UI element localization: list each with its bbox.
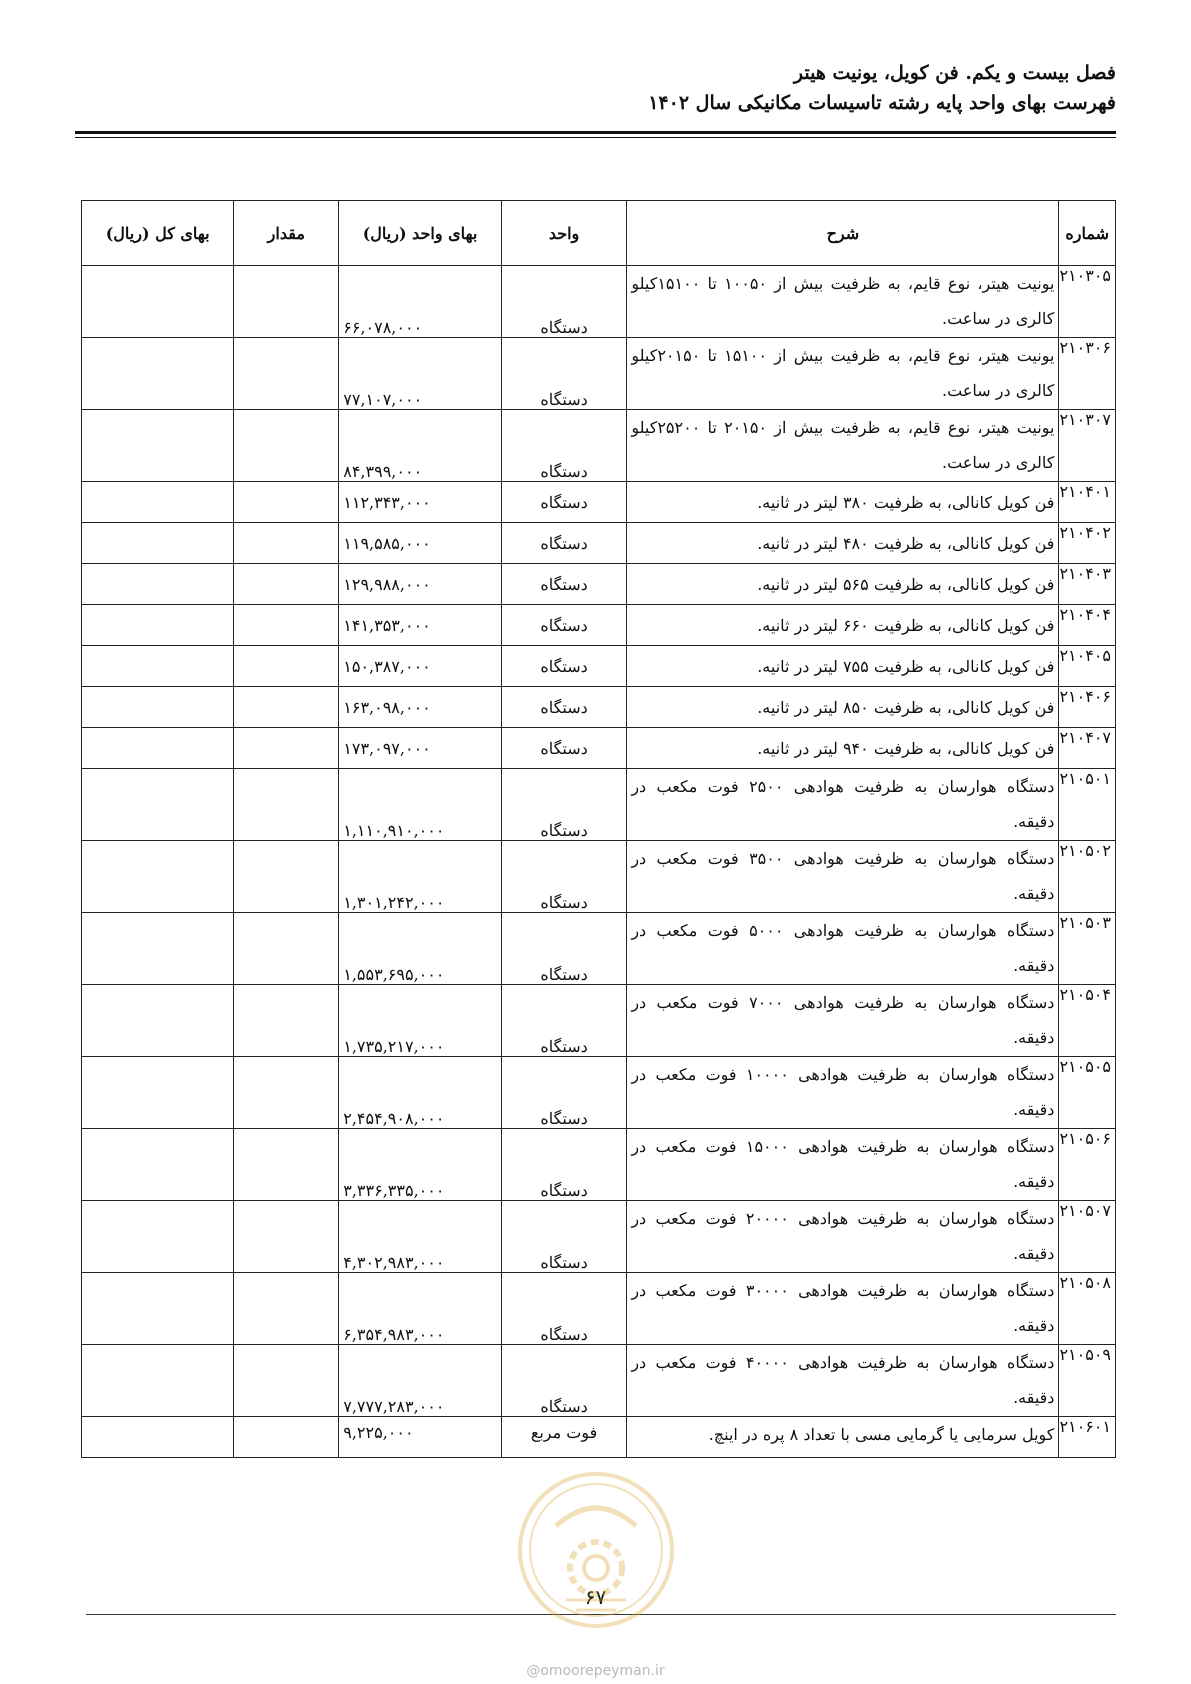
header-rule-thin bbox=[75, 137, 1116, 138]
row-unit: دستگاه bbox=[501, 1057, 627, 1129]
row-unit: دستگاه bbox=[501, 1345, 627, 1417]
row-unit-price: ۴,۳۰۲,۹۸۳,۰۰۰ bbox=[339, 1201, 502, 1273]
row-number: ۲۱۰۴۰۷ bbox=[1059, 728, 1116, 769]
table-row bbox=[82, 605, 1116, 646]
header-quantity: مقدار bbox=[234, 201, 339, 266]
row-unit-price: ۱۵۰,۳۸۷,۰۰۰ bbox=[339, 646, 502, 687]
header-number: شماره bbox=[1059, 201, 1116, 266]
row-unit: دستگاه bbox=[501, 1201, 627, 1273]
row-unit: دستگاه bbox=[501, 410, 627, 482]
header-unit-price: بهای واحد (ریال) bbox=[339, 201, 502, 266]
row-description: یونیت هیتر، نوع قایم، به ظرفیت بیش از ۱۵۱۰۰ تا ۲۰۱۵۰کیلو کالری در ساعت. bbox=[627, 338, 1059, 410]
row-number: ۲۱۰۴۰۵ bbox=[1059, 646, 1116, 687]
row-total-price bbox=[82, 841, 234, 913]
header-rule-thick bbox=[75, 131, 1116, 134]
row-description: دستگاه هوارسان به ظرفیت هوادهی ۲۰۰۰۰ فوت مکعب در دقیقه. bbox=[627, 1201, 1059, 1273]
row-number: ۲۱۰۵۰۹ bbox=[1059, 1345, 1116, 1417]
row-number: ۲۱۰۵۰۱ bbox=[1059, 769, 1116, 841]
row-total-price bbox=[82, 482, 234, 523]
table-row bbox=[82, 841, 1116, 913]
row-unit: دستگاه bbox=[501, 769, 627, 841]
row-quantity bbox=[234, 913, 339, 985]
row-unit: دستگاه bbox=[501, 913, 627, 985]
row-number: ۲۱۰۴۰۳ bbox=[1059, 564, 1116, 605]
table-row bbox=[82, 1201, 1116, 1273]
table-row bbox=[82, 728, 1116, 769]
row-number: ۲۱۰۵۰۴ bbox=[1059, 985, 1116, 1057]
row-unit-price: ۱,۷۳۵,۲۱۷,۰۰۰ bbox=[339, 985, 502, 1057]
row-number: ۲۱۰۴۰۶ bbox=[1059, 687, 1116, 728]
table-row bbox=[82, 913, 1116, 985]
row-quantity bbox=[234, 523, 339, 564]
row-quantity bbox=[234, 605, 339, 646]
row-unit: دستگاه bbox=[501, 523, 627, 564]
row-unit-price: ۱,۳۰۱,۲۴۲,۰۰۰ bbox=[339, 841, 502, 913]
row-quantity bbox=[234, 266, 339, 338]
row-unit: دستگاه bbox=[501, 728, 627, 769]
table-row bbox=[82, 1273, 1116, 1345]
row-total-price bbox=[82, 1345, 234, 1417]
table-row bbox=[82, 985, 1116, 1057]
website-watermark: @omoorepeyman.ir bbox=[526, 1663, 665, 1679]
row-total-price bbox=[82, 1129, 234, 1201]
row-number: ۲۱۰۳۰۵ bbox=[1059, 266, 1116, 338]
row-total-price bbox=[82, 410, 234, 482]
row-quantity bbox=[234, 1129, 339, 1201]
row-unit: دستگاه bbox=[501, 646, 627, 687]
row-quantity bbox=[234, 1273, 339, 1345]
header-unit: واحد bbox=[501, 201, 627, 266]
table-row bbox=[82, 266, 1116, 338]
table-row bbox=[82, 646, 1116, 687]
row-description: فن کویل کانالی، به ظرفیت ۸۵۰ لیتر در ثانیه. bbox=[627, 687, 1059, 728]
row-quantity bbox=[234, 1417, 339, 1458]
row-quantity bbox=[234, 564, 339, 605]
row-total-price bbox=[82, 564, 234, 605]
row-unit-price: ۷,۷۷۷,۲۸۳,۰۰۰ bbox=[339, 1345, 502, 1417]
header-description: شرح bbox=[627, 201, 1059, 266]
row-number: ۲۱۰۵۰۲ bbox=[1059, 841, 1116, 913]
table-row bbox=[82, 523, 1116, 564]
row-number: ۲۱۰۴۰۱ bbox=[1059, 482, 1116, 523]
row-description: دستگاه هوارسان به ظرفیت هوادهی ۳۰۰۰۰ فوت مکعب در دقیقه. bbox=[627, 1273, 1059, 1345]
row-unit: دستگاه bbox=[501, 985, 627, 1057]
row-quantity bbox=[234, 1345, 339, 1417]
table-row bbox=[82, 1129, 1116, 1201]
row-unit-price: ۱۱۹,۵۸۵,۰۰۰ bbox=[339, 523, 502, 564]
page-number: ۶۷ bbox=[584, 1585, 607, 1609]
row-quantity bbox=[234, 338, 339, 410]
row-number: ۲۱۰۵۰۷ bbox=[1059, 1201, 1116, 1273]
row-description: یونیت هیتر، نوع قایم، به ظرفیت بیش از ۱۰۰۵۰ تا ۱۵۱۰۰کیلو کالری در ساعت. bbox=[627, 266, 1059, 338]
row-quantity bbox=[234, 646, 339, 687]
row-unit: دستگاه bbox=[501, 564, 627, 605]
row-number: ۲۱۰۵۰۶ bbox=[1059, 1129, 1116, 1201]
gear-seal-watermark-icon bbox=[516, 1470, 676, 1630]
row-unit-price: ۶,۳۵۴,۹۸۳,۰۰۰ bbox=[339, 1273, 502, 1345]
row-total-price bbox=[82, 1057, 234, 1129]
row-total-price bbox=[82, 338, 234, 410]
row-total-price bbox=[82, 1417, 234, 1458]
row-description: دستگاه هوارسان به ظرفیت هوادهی ۳۵۰۰ فوت مکعب در دقیقه. bbox=[627, 841, 1059, 913]
row-quantity bbox=[234, 482, 339, 523]
table-row bbox=[82, 482, 1116, 523]
row-unit: فوت مربع bbox=[501, 1417, 627, 1458]
row-total-price bbox=[82, 769, 234, 841]
header-total-price: بهای کل (ریال) bbox=[82, 201, 234, 266]
chapter-title: فصل بیست و یکم. فن کویل، یونیت هیتر bbox=[793, 62, 1116, 84]
table-body bbox=[82, 266, 1116, 1458]
row-unit: دستگاه bbox=[501, 1273, 627, 1345]
row-description: فن کویل کانالی، به ظرفیت ۹۴۰ لیتر در ثانیه. bbox=[627, 728, 1059, 769]
row-number: ۲۱۰۵۰۳ bbox=[1059, 913, 1116, 985]
row-unit-price: ۱,۱۱۰,۹۱۰,۰۰۰ bbox=[339, 769, 502, 841]
row-description: دستگاه هوارسان به ظرفیت هوادهی ۴۰۰۰۰ فوت مکعب در دقیقه. bbox=[627, 1345, 1059, 1417]
row-quantity bbox=[234, 1201, 339, 1273]
row-number: ۲۱۰۳۰۷ bbox=[1059, 410, 1116, 482]
row-quantity bbox=[234, 985, 339, 1057]
table-row bbox=[82, 687, 1116, 728]
row-description: فن کویل کانالی، به ظرفیت ۳۸۰ لیتر در ثانیه. bbox=[627, 482, 1059, 523]
table-row bbox=[82, 1345, 1116, 1417]
row-total-price bbox=[82, 523, 234, 564]
row-quantity bbox=[234, 410, 339, 482]
row-number: ۲۱۰۵۰۸ bbox=[1059, 1273, 1116, 1345]
document-subtitle: فهرست بهای واحد پایه رشته تاسیسات مکانیکی سال ۱۴۰۲ bbox=[648, 92, 1116, 114]
row-total-price bbox=[82, 913, 234, 985]
row-description: فن کویل کانالی، به ظرفیت ۶۶۰ لیتر در ثانیه. bbox=[627, 605, 1059, 646]
price-table bbox=[81, 200, 1116, 1458]
row-quantity bbox=[234, 1057, 339, 1129]
row-unit-price: ۱۷۳,۰۹۷,۰۰۰ bbox=[339, 728, 502, 769]
row-number: ۲۱۰۵۰۵ bbox=[1059, 1057, 1116, 1129]
row-unit-price: ۱۲۹,۹۸۸,۰۰۰ bbox=[339, 564, 502, 605]
row-quantity bbox=[234, 687, 339, 728]
row-total-price bbox=[82, 605, 234, 646]
row-unit: دستگاه bbox=[501, 687, 627, 728]
row-number: ۲۱۰۴۰۲ bbox=[1059, 523, 1116, 564]
row-number: ۲۱۰۳۰۶ bbox=[1059, 338, 1116, 410]
row-unit: دستگاه bbox=[501, 266, 627, 338]
page-header bbox=[66, 58, 1116, 118]
row-description: فن کویل کانالی، به ظرفیت ۵۶۵ لیتر در ثانیه. bbox=[627, 564, 1059, 605]
row-unit-price: ۶۶,۰۷۸,۰۰۰ bbox=[339, 266, 502, 338]
row-unit: دستگاه bbox=[501, 482, 627, 523]
row-quantity bbox=[234, 769, 339, 841]
table-row bbox=[82, 769, 1116, 841]
table-row bbox=[82, 564, 1116, 605]
row-unit: دستگاه bbox=[501, 841, 627, 913]
row-quantity bbox=[234, 841, 339, 913]
table-row bbox=[82, 1057, 1116, 1129]
table-row bbox=[82, 1417, 1116, 1458]
row-description: دستگاه هوارسان به ظرفیت هوادهی ۱۵۰۰۰ فوت مکعب در دقیقه. bbox=[627, 1129, 1059, 1201]
row-unit-price: ۱۶۳,۰۹۸,۰۰۰ bbox=[339, 687, 502, 728]
row-description: دستگاه هوارسان به ظرفیت هوادهی ۵۰۰۰ فوت مکعب در دقیقه. bbox=[627, 913, 1059, 985]
row-quantity bbox=[234, 728, 339, 769]
row-unit-price: ۱,۵۵۳,۶۹۵,۰۰۰ bbox=[339, 913, 502, 985]
row-total-price bbox=[82, 985, 234, 1057]
table-header-row bbox=[82, 201, 1116, 266]
row-unit-price: ۱۴۱,۳۵۳,۰۰۰ bbox=[339, 605, 502, 646]
row-unit-price: ۱۱۲,۳۴۳,۰۰۰ bbox=[339, 482, 502, 523]
row-total-price bbox=[82, 266, 234, 338]
row-description: دستگاه هوارسان به ظرفیت هوادهی ۷۰۰۰ فوت مکعب در دقیقه. bbox=[627, 985, 1059, 1057]
row-total-price bbox=[82, 687, 234, 728]
row-unit-price: ۷۷,۱۰۷,۰۰۰ bbox=[339, 338, 502, 410]
row-description: دستگاه هوارسان به ظرفیت هوادهی ۲۵۰۰ فوت مکعب در دقیقه. bbox=[627, 769, 1059, 841]
row-unit: دستگاه bbox=[501, 605, 627, 646]
row-total-price bbox=[82, 1273, 234, 1345]
row-unit-price: ۹,۲۲۵,۰۰۰ bbox=[339, 1417, 502, 1458]
row-unit-price: ۲,۴۵۴,۹۰۸,۰۰۰ bbox=[339, 1057, 502, 1129]
row-description: دستگاه هوارسان به ظرفیت هوادهی ۱۰۰۰۰ فوت مکعب در دقیقه. bbox=[627, 1057, 1059, 1129]
row-number: ۲۱۰۶۰۱ bbox=[1059, 1417, 1116, 1458]
table-row bbox=[82, 410, 1116, 482]
table-row bbox=[82, 338, 1116, 410]
row-unit-price: ۸۴,۳۹۹,۰۰۰ bbox=[339, 410, 502, 482]
row-description: کویل سرمایی یا گرمایی مسی با تعداد ۸ پره در اینچ. bbox=[627, 1417, 1059, 1458]
row-total-price bbox=[82, 1201, 234, 1273]
row-total-price bbox=[82, 728, 234, 769]
row-unit: دستگاه bbox=[501, 1129, 627, 1201]
row-description: فن کویل کانالی، به ظرفیت ۷۵۵ لیتر در ثانیه. bbox=[627, 646, 1059, 687]
row-description: فن کویل کانالی، به ظرفیت ۴۸۰ لیتر در ثانیه. bbox=[627, 523, 1059, 564]
row-unit-price: ۳,۳۳۶,۳۳۵,۰۰۰ bbox=[339, 1129, 502, 1201]
row-unit: دستگاه bbox=[501, 338, 627, 410]
row-description: یونیت هیتر، نوع قایم، به ظرفیت بیش از ۲۰۱۵۰ تا ۲۵۲۰۰کیلو کالری در ساعت. bbox=[627, 410, 1059, 482]
row-total-price bbox=[82, 646, 234, 687]
row-number: ۲۱۰۴۰۴ bbox=[1059, 605, 1116, 646]
